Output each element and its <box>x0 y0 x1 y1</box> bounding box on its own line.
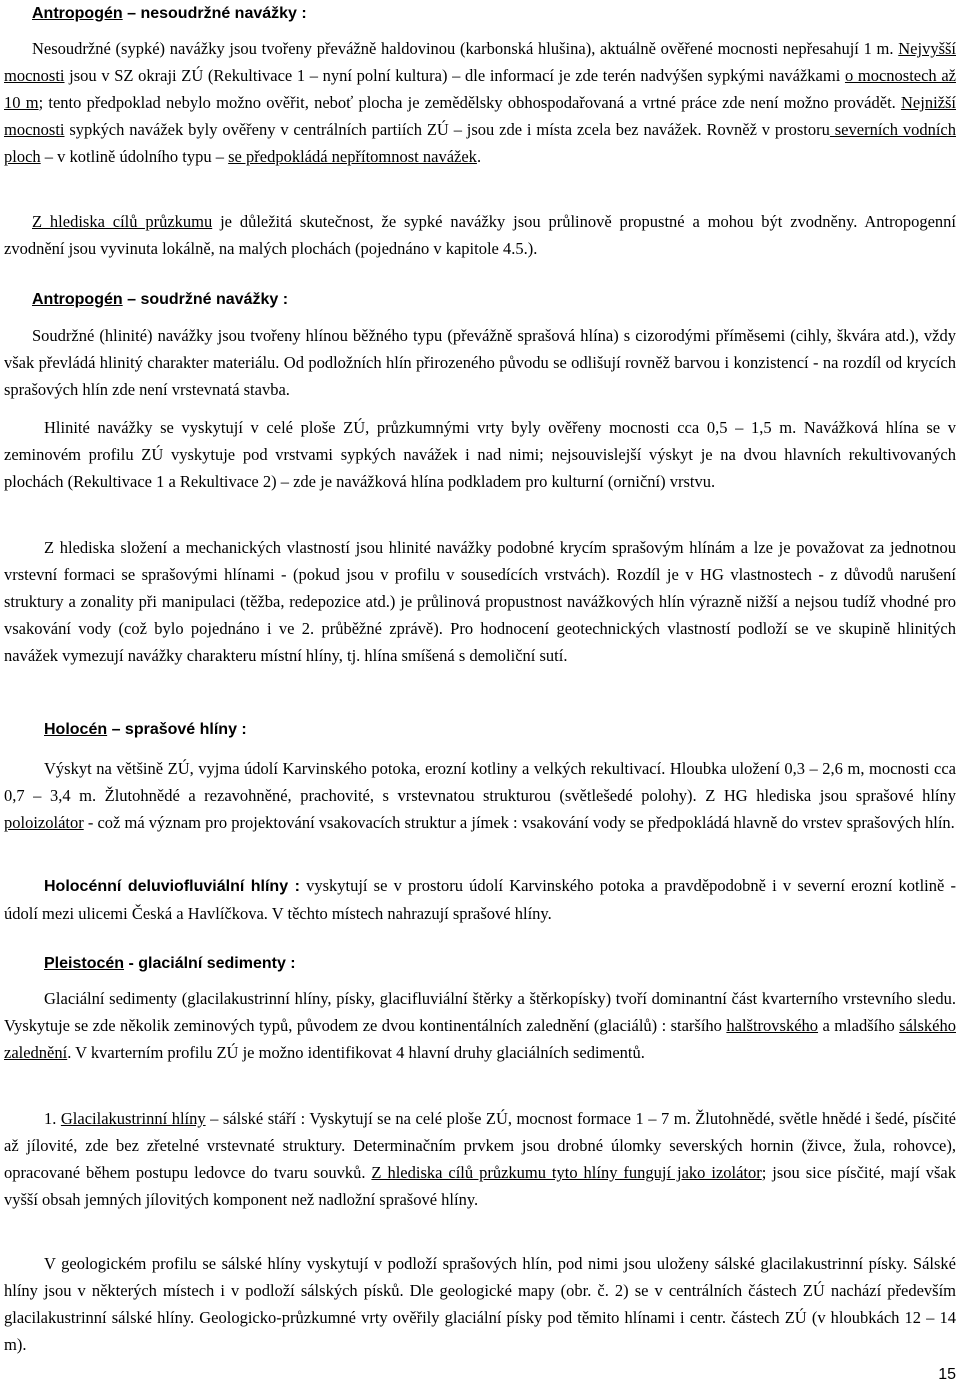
paragraph-soudrzne-1: Soudržné (hlinité) navážky jsou tvořeny hlínou běžného typu (převážně sprašová hlína) s cizorodými příměsemi (cihly, škvára atd.), vždy však převládá hlinitý charakter materiálu. Od podložních hlín přirozeného původu se odlišují rovněž barvou i konzistencí - na rozdíl od krycích sprašových hlín zde není vrstevnatá stavba. <box>4 326 956 399</box>
page-number: 15 <box>938 1366 956 1383</box>
heading-antropogen-nesoudrzne <box>32 0 956 27</box>
paragraph-holocen-2: Holocénní deluviofluviální hlíny : vyskytují se v prostoru údolí Karvinského potoka a pravděpodobně i v severní erozní kotlině - údolí mezi ulicemi Česká a Havlíčkova. V těchto místech nahrazují sprašové hlíny. <box>4 876 957 923</box>
paragraph-pleistocen-2: 1. Glacilakustrinní hlíny – sálské stáří : Vyskytují se na celé ploše ZÚ, mocnost formace 1 – 7 m. Žlutohnědé, světle hnědé i šedé, písčité až jílovité, zde bez zřetelné vrstevnaté struktury. Determinačním prvkem jsou drobné úlomky severských hornin (živce, žula, rohovce), opracované během postupu ledovce do tvaru souvků. Z hlediska cílů průzkumu tyto hlíny fungují jako izolátor; jsou sice písčité, mají však vyšší obsah jemných jílovitých komponent než nadložní sprašové hlíny. <box>4 1109 957 1209</box>
paragraph-soudrzne-2: Hlinité navážky se vyskytují v celé ploše ZÚ, průzkumnými vrty byly ověřeny mocnosti cca 0,5 – 1,5 m. Navážková hlína se v zeminovém profilu ZÚ vyskytuje pod vrstvami sypkých navážek i nad nimi; nejsouvislejší výskyt je na dvou hlavních rekultivovaných plochách (Rekultivace 1 a Rekultivace 2) – zde je navážková hlína podkladem pro kulturní (orniční) vrstvu. <box>4 418 956 491</box>
heading-rest: – nesoudržné navážky : <box>122 5 307 22</box>
paragraph-holocen-1: Výskyt na většině ZÚ, vyjma údolí Karvinského potoka, erozní kotliny a velkých rekultivací. Hloubka uložení 0,3 – 2,6 m, mocnosti cca 0,7 – 3,4 m. Žlutohnědé a rezavohněné, prachovité, s vrstevnatou strukturou (světlešedé polohy). Z HG hlediska jsou sprašové hlíny poloizolátor - což má význam pro projektování vsakovacích struktur a jímek : vsakování vody se předpokládá hlavně do vrstev sprašových hlín. <box>4 759 956 832</box>
heading-holocen-sprasove: Holocén – sprašové hlíny : <box>44 721 247 738</box>
paragraph-pleistocen-3: V geologickém profilu se sálské hlíny vyskytují v podloží sprašových hlín, pod nimi jsou uloženy sálské glacilakustrinní písky. Sálské hlíny jsou v některých místech i v podloží sálských písků. Dle geologické mapy (obr. č. 2) se v centrálních částech ZÚ nachází především glacilakustrinní sálské hlíny. Geologicko-průzkumné vrty ověřily glaciální písky pod těmito hlínami i centr. částech ZÚ (v hloubkách 12 – 14 m). <box>4 1254 956 1354</box>
paragraph-nesoudrzne-1: Nesoudržné (sypké) navážky jsou tvořeny převážně haldovinou (karbonská hlušina), aktuálně ověřené mocnosti nepřesahují 1 m. Nejvyšší mocnosti jsou v SZ okraji ZÚ (Rekultivace 1 – nyní polní kultura) – dle informací je zde terén nadvýšen sypkými navážkami o mocnostech až 10 m; tento předpoklad nebylo možno ověřit, neboť plocha je zemědělsky obhospodařovaná a vrtné práce zde není možno provádět. Nejnižší mocnosti sypkých navážek byly ověřeny v centrálních partiích ZÚ – jsou zde i místa zcela bez navážek. Rovněž v prostoru severních vodních ploch – v kotlině údolního typu – se předpokládá nepřítomnost navážek. <box>4 39 957 166</box>
heading-term: Antropogén <box>32 5 123 22</box>
paragraph-soudrzne-3: Z hlediska složení a mechanických vlastností jsou hlinité navážky podobné krycím sprašovým hlínám a lze je považovat za jednotnou vrstevní formaci se sprašovými hlínami - (pokud jsou v profilu v sousedících vrstvách). Rozdíl je v HG vlastnostech - z důvodů narušení struktury a zonality při manipulaci (těžba, redepozice atd.) je průlinová propustnost navážkových hlín výrazně nižší a nejsou tudíž vhodné pro vsakování vody (což bylo pojednáno i ve 2. průběžné zprávě). Pro hodnocení geotechnických vlastností podloží se ve skupině hlinitých navážek vymezují navážky charakteru místní hlíny, tj. hlína smíšená s demoliční sutí. <box>4 538 956 665</box>
heading-antropogen-soudrzne: Antropogén – soudržné navážky : <box>32 291 289 308</box>
paragraph-nesoudrzne-2: Z hlediska cílů průzkumu je důležitá skutečnost, že sypké navážky jsou průlinově propustné a mohou být zvodněny. Antropogenní zvodnění jsou vyvinuta lokálně, na malých plochách (pojednáno v kapitole 4.5.). <box>4 212 956 258</box>
paragraph-pleistocen-1: Glaciální sedimenty (glacilakustrinní hlíny, písky, glacifluviální štěrky a štěrkopísky) tvoří dominantní část kvarterního vrstevního sledu. Vyskytuje se zde několik zeminových typů, původem ze dvou kontinentálních zalednění (glaciálů) : staršího halštrovského a mladšího sálského zalednění. V kvarterním profilu ZÚ je možno identifikovat 4 hlavní druhy glaciálních sedimentů. <box>4 989 956 1062</box>
heading-pleistocen: Pleistocén - glaciální sedimenty : <box>44 955 296 972</box>
